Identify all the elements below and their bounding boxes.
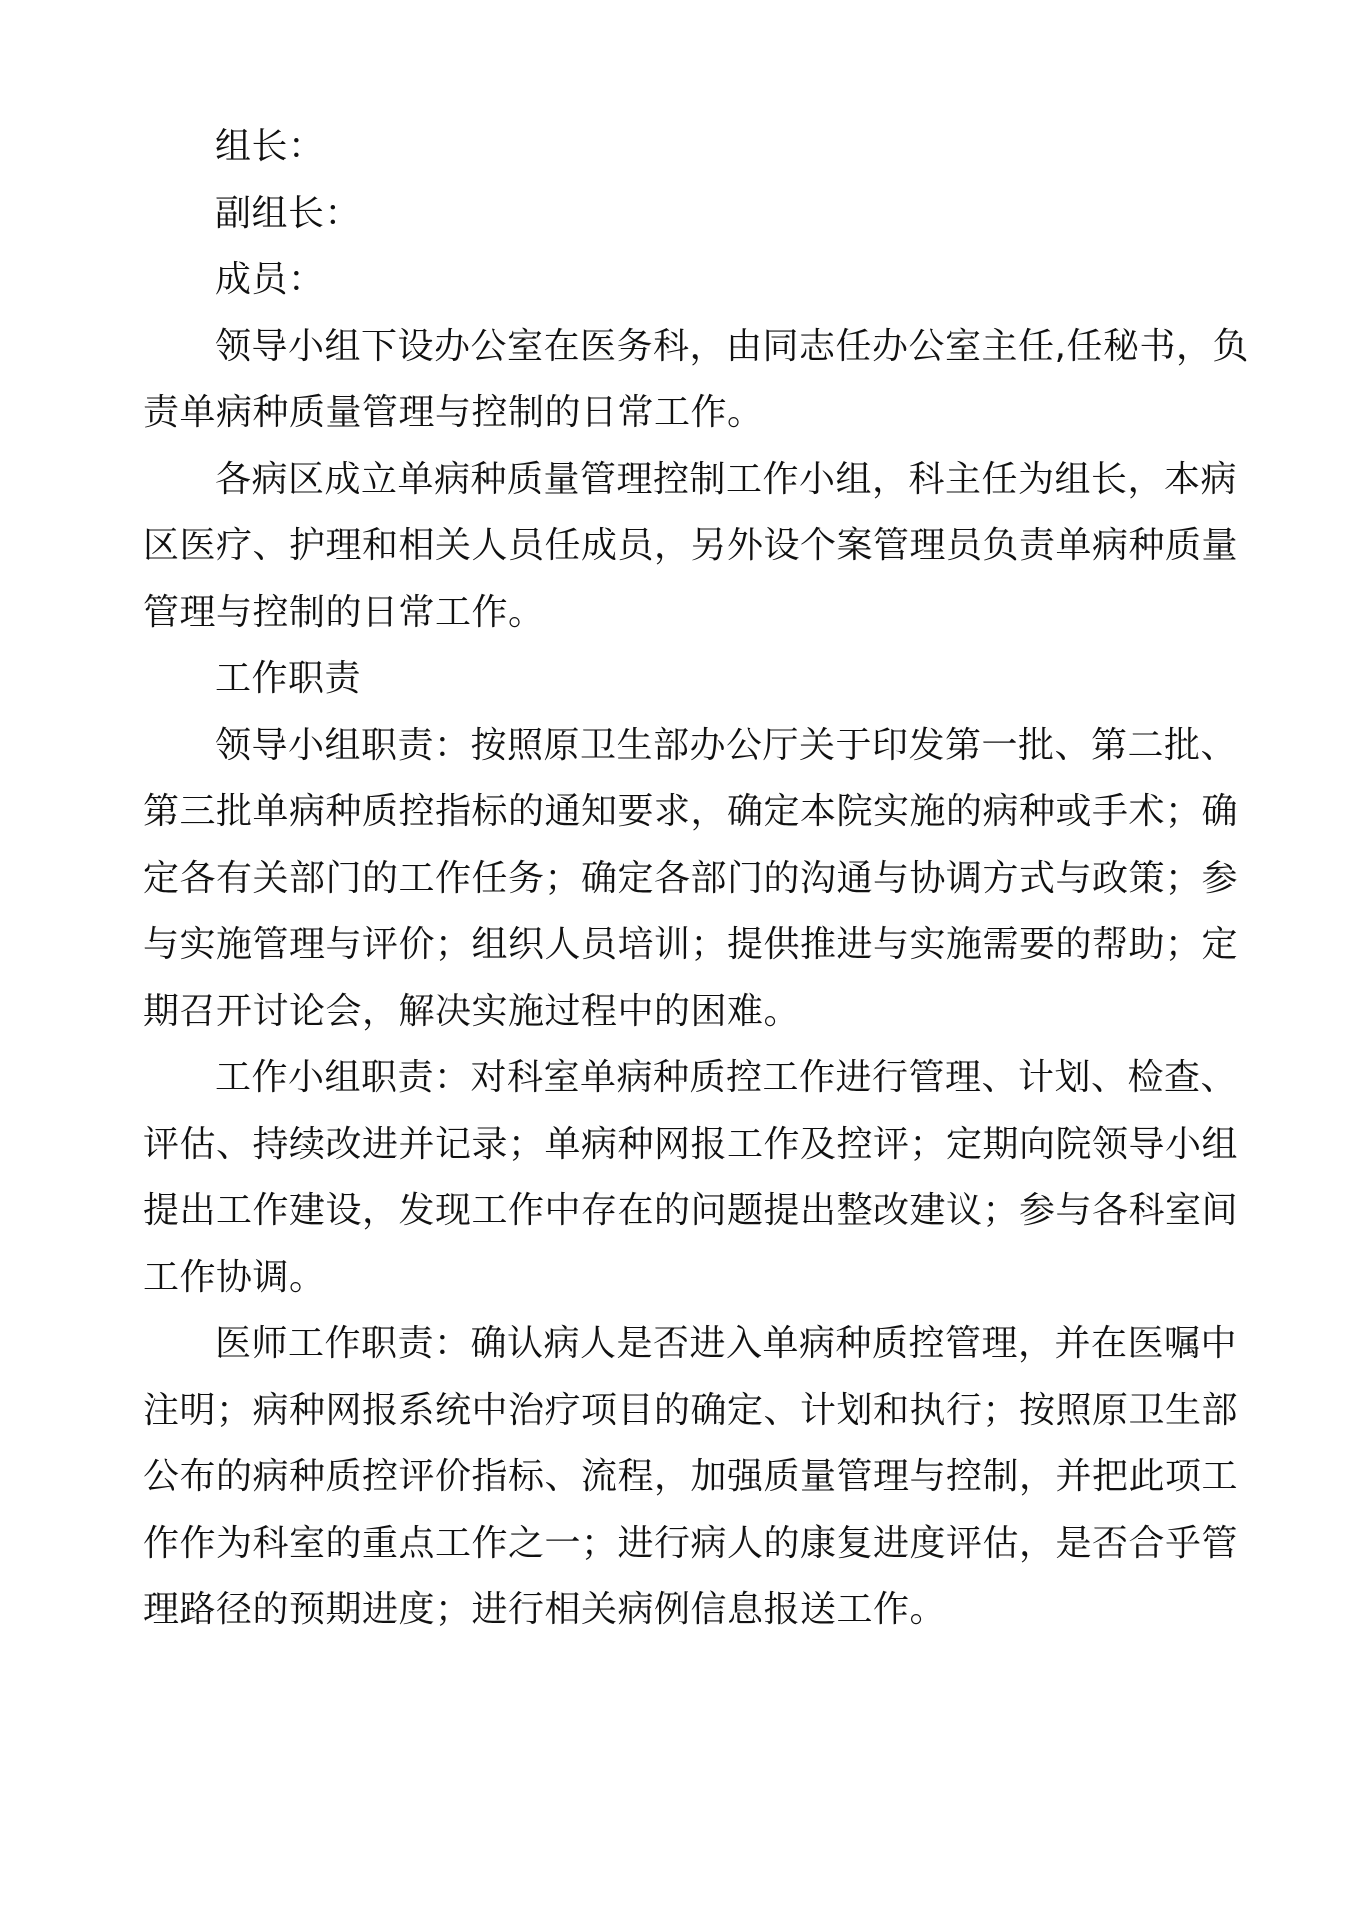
role-leader-label: 组长：: [215, 126, 325, 167]
ward-paragraph: [143, 447, 1237, 647]
paragraph-line: 评估、持续改进并记录；单病种网报工作及控评；定期向院领导小组: [143, 1123, 1239, 1165]
paragraph-line: 医师工作职责：确认病人是否进入单病种质控管理，并在医嘱中: [215, 1323, 1238, 1364]
paragraph-line: 工作协调。: [143, 1256, 326, 1298]
role-members-label: 成员：: [215, 259, 325, 300]
role-members-line: [143, 247, 1237, 314]
paragraph-line: 提出工作建设，发现工作中存在的问题提出整改建议；参与各科室间: [143, 1190, 1239, 1231]
paragraph-line: 公布的病种质控评价指标、流程，加强质量管理与控制，并把此项工: [143, 1456, 1239, 1497]
role-leader-line: [143, 114, 1237, 181]
leading-group-duties-paragraph: [143, 713, 1237, 1046]
paragraph-line: 责单病种质量管理与控制的日常工作。: [143, 392, 764, 433]
physician-duties-paragraph: [143, 1311, 1237, 1644]
role-deputy-leader-label: 副组长：: [215, 192, 362, 234]
document-body: [143, 114, 1249, 1644]
office-paragraph: [143, 314, 1249, 447]
paragraph-line: 领导小组职责：按照原卫生部办公厅关于印发第一批、第二批、: [215, 724, 1238, 766]
paragraph-line: 理路径的预期进度；进行相关病例信息报送工作。: [143, 1589, 947, 1630]
paragraph-line: 管理与控制的日常工作。: [143, 591, 545, 633]
paragraph-line: 注明；病种网报系统中治疗项目的确定、计划和执行；按照原卫生部: [143, 1389, 1239, 1431]
paragraph-line: 第三批单病种质控指标的通知要求，确定本院实施的病种或手术；确: [143, 791, 1239, 832]
paragraph-line: 工作小组职责：对科室单病种质控工作进行管理、计划、检查、: [215, 1057, 1238, 1098]
paragraph-line: 期召开讨论会，解决实施过程中的困难。: [143, 990, 801, 1032]
role-deputy-leader-line: [143, 181, 1237, 248]
paragraph-line: 领导小组下设办公室在医务科，由同志任办公室主任,任秘书，负: [215, 325, 1249, 367]
paragraph-line: 各病区成立单病种质量管理控制工作小组，科主任为组长，本病: [215, 458, 1238, 500]
paragraph-line: 作作为科室的重点工作之一；进行病人的康复进度评估，是否合乎管: [143, 1522, 1239, 1564]
paragraph-line: 与实施管理与评价；组织人员培训；提供推进与实施需要的帮助；定: [143, 924, 1239, 965]
paragraph-line: 定各有关部门的工作任务；确定各部门的沟通与协调方式与政策；参: [143, 857, 1239, 899]
section-heading: 工作职责: [215, 658, 362, 699]
working-group-duties-paragraph: [143, 1045, 1237, 1311]
section-heading-line: [143, 646, 1237, 713]
paragraph-line: 区医疗、护理和相关人员任成员，另外设个案管理员负责单病种质量: [143, 525, 1239, 566]
